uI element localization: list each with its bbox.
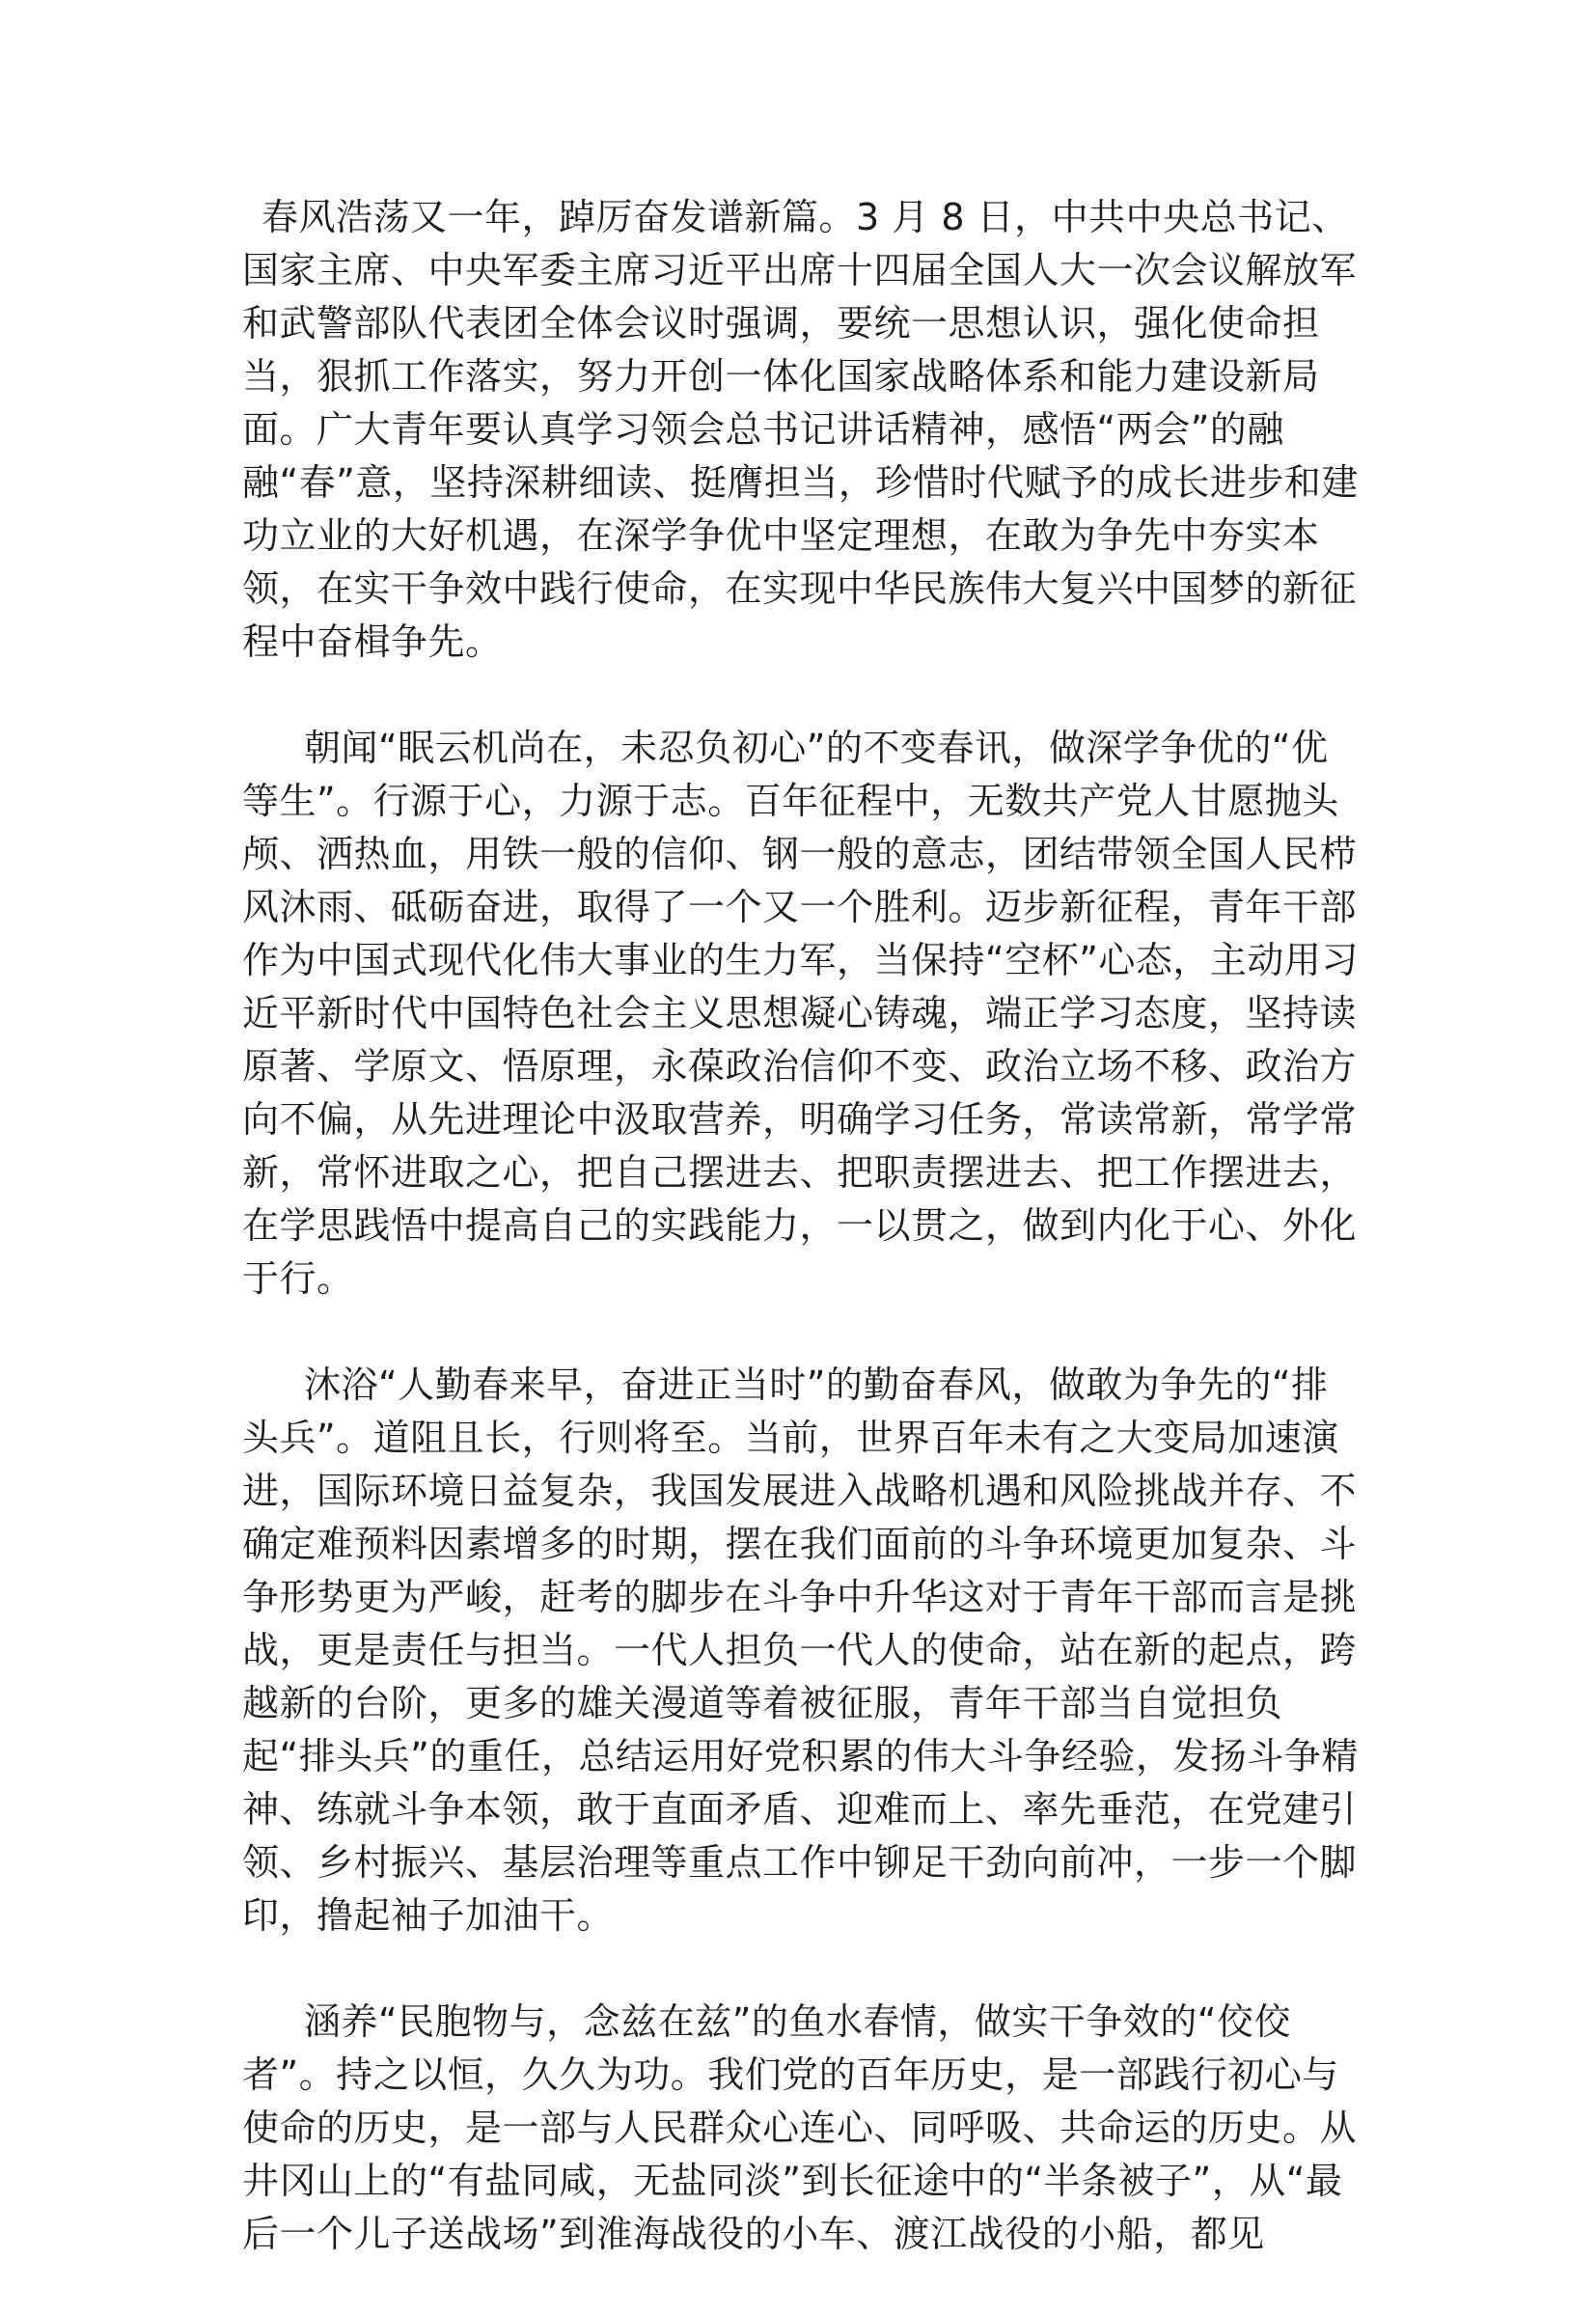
paragraph-intro: 春风浩荡又一年，踔厉奋发谱新篇。3 月 8 日，中共中央总书记、国家主席、中央军委主席习近平出席十四届全国人大一次会议解放军和武警部队代表团全体会议时强调，要统一思想认识，强化使命担当，狠抓工作落实，努力开创一体化国家战略体系和能力建设新局面。广大青年要认真学习领会总书记讲话精神，感悟“两会”的融融“春”意，坚持深耕细读、挺膺担当，珍惜时代赋予的成长进步和建功立业的大好机遇，在深学争优中坚定理想，在敢为争先中夯实本领，在实干争效中践行使命，在实现中华民族伟大复兴中国梦的新征程中奋楫争先。 (242, 196, 1359, 663)
paragraph-vanguard: 沐浴“人勤春来早，奋进正当时”的勤奋春风，做敢为争先的“排头兵”。道阻且长，行则将至。当前，世界百年未有之大变局加速演进，国际环境日益复杂，我国发展进入战略机遇和风险挑战并存、不确定难预料因素增多的时期，摆在我们面前的斗争环境更加复杂、斗争形势更为严峻，赶考的脚步在斗争中升华这对于青年干部而言是挑战，更是责任与担当。一代人担负一代人的使命，站在新的起点，跨越新的台阶，更多的雄关漫道等着被征服，青年干部当自觉担负起“排头兵”的重任，总结运用好党积累的伟大斗争经验，发扬斗争精神、练就斗争本领，敢于直面矛盾、迎难而上、率先垂范，在党建引领、乡村振兴、基层治理等重点工作中铆足干劲向前冲，一步一个脚印，撸起袖子加油干。 (242, 1364, 1359, 1937)
paragraph-practice: 涵养“民胞物与，念兹在兹”的鱼水春情，做实干争效的“佼佼者”。持之以恒，久久为功。我们党的百年历史，是一部践行初心与使命的历史，是一部与人民群众心连心、同呼吸、共命运的历史。从井冈山上的“有盐同咸，无盐同淡”到长征途中的“半条被子”，从“最后一个儿子送战场”到淮海战役的小车、渡江战役的小船，都见 (242, 2000, 1358, 2255)
document-body (242, 191, 1362, 2314)
paragraph-study: 朝闻“眠云机尚在，未忍负初心”的不变春讯，做深学争优的“优等生”。行源于心，力源于志。百年征程中，无数共产党人甘愿抛头颅、洒热血，用铁一般的信仰、钢一般的意志，团结带领全国人民栉风沐雨、砥砺奋进，取得了一个又一个胜利。迈步新征程，青年干部作为中国式现代化伟大事业的生力军，当保持“空杯”心态，主动用习近平新时代中国特色社会主义思想凝心铸魂，端正学习态度，坚持读原著、学原文、悟原理，永葆政治信仰不变、政治立场不移、政治方向不偏，从先进理论中汲取营养，明确学习任务，常读常新，常学常新，常怀进取之心，把自己摆进去、把职责摆进去、把工作摆进去，在学思践悟中提高自己的实践能力，一以贯之，做到内化于心、外化于行。 (242, 727, 1359, 1300)
